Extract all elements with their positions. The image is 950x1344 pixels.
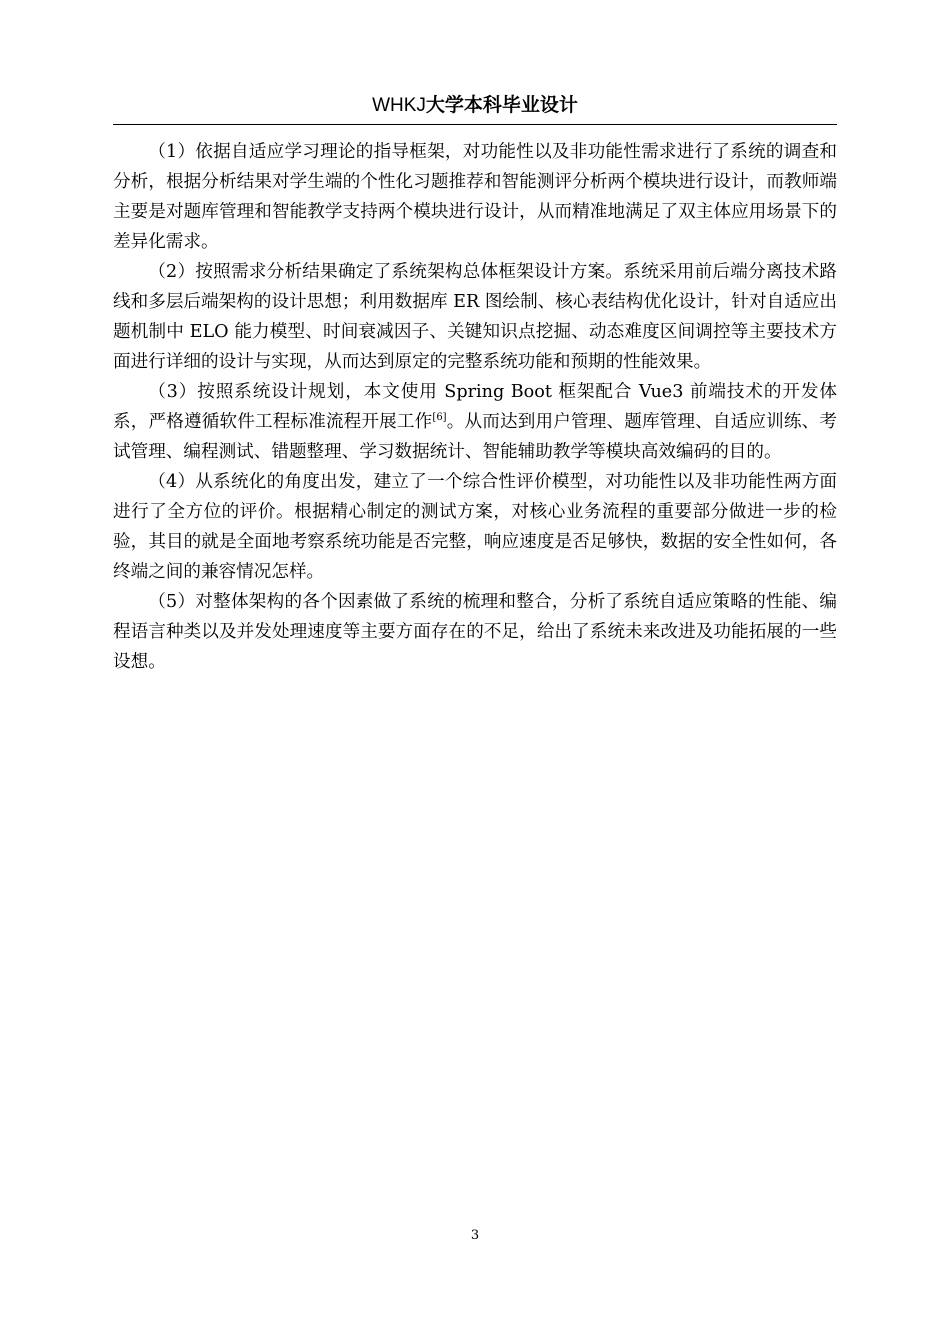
paragraph-3-text-before-citation: （3）按照系统设计规划，本文使用 Spring Boot 框架配合 Vue3 前端技术的开发体系，严格遵循软件工程标准流程开展工作 <box>113 382 837 432</box>
header-divider <box>113 124 837 125</box>
paragraph-3-text-after-citation: 。从而达到用户管理、题库管理、自适应训练、考试管理、编程测试、错题整理、学习数据统计、智能辅助教学等模块高效编码的目的。 <box>113 412 837 462</box>
paragraph-4: （4）从系统化的角度出发，建立了一个综合性评价模型，对功能性以及非功能性两方面进行了全方位的评价。根据精心制定的测试方案，对核心业务流程的重要部分做进一步的检验，其目的就是全面地考察系统功能是否完整，响应速度是否足够快，数据的安全性如何，各终端之间的兼容情况怎样。 <box>113 472 837 582</box>
citation-marker: [6] <box>432 412 447 424</box>
paragraph-3 <box>113 377 837 467</box>
document-body <box>113 137 837 677</box>
page-number: 3 <box>470 1228 480 1243</box>
page-header <box>0 92 950 119</box>
header-title: 大学本科毕业设计 <box>425 94 578 116</box>
paragraph-1: （1）依据自适应学习理论的指导框架，对功能性以及非功能性需求进行了系统的调查和分析，根据分析结果对学生端的个性化习题推荐和智能测评分析两个模块进行设计，而教师端主要是对题库管理和智能教学支持两个模块进行设计，从而精准地满足了双主体应用场景下的差异化需求。 <box>113 142 837 252</box>
header-prefix: WHKJ <box>372 95 426 116</box>
paragraph-2: （2）按照需求分析结果确定了系统架构总体框架设计方案。系统采用前后端分离技术路线和多层后端架构的设计思想；利用数据库 ER 图绘制、核心表结构优化设计，针对自适应出题机制中 ELO 能力模型、时间衰减因子、关键知识点挖掘、动态难度区间调控等主要技术方面进行详细的设计与实现，从而达到原定的完整系统功能和预期的性能效果。 <box>113 262 837 372</box>
paragraph-5: （5）对整体架构的各个因素做了系统的梳理和整合，分析了系统自适应策略的性能、编程语言种类以及并发处理速度等主要方面存在的不足，给出了系统未来改进及功能拓展的一些设想。 <box>113 592 837 672</box>
